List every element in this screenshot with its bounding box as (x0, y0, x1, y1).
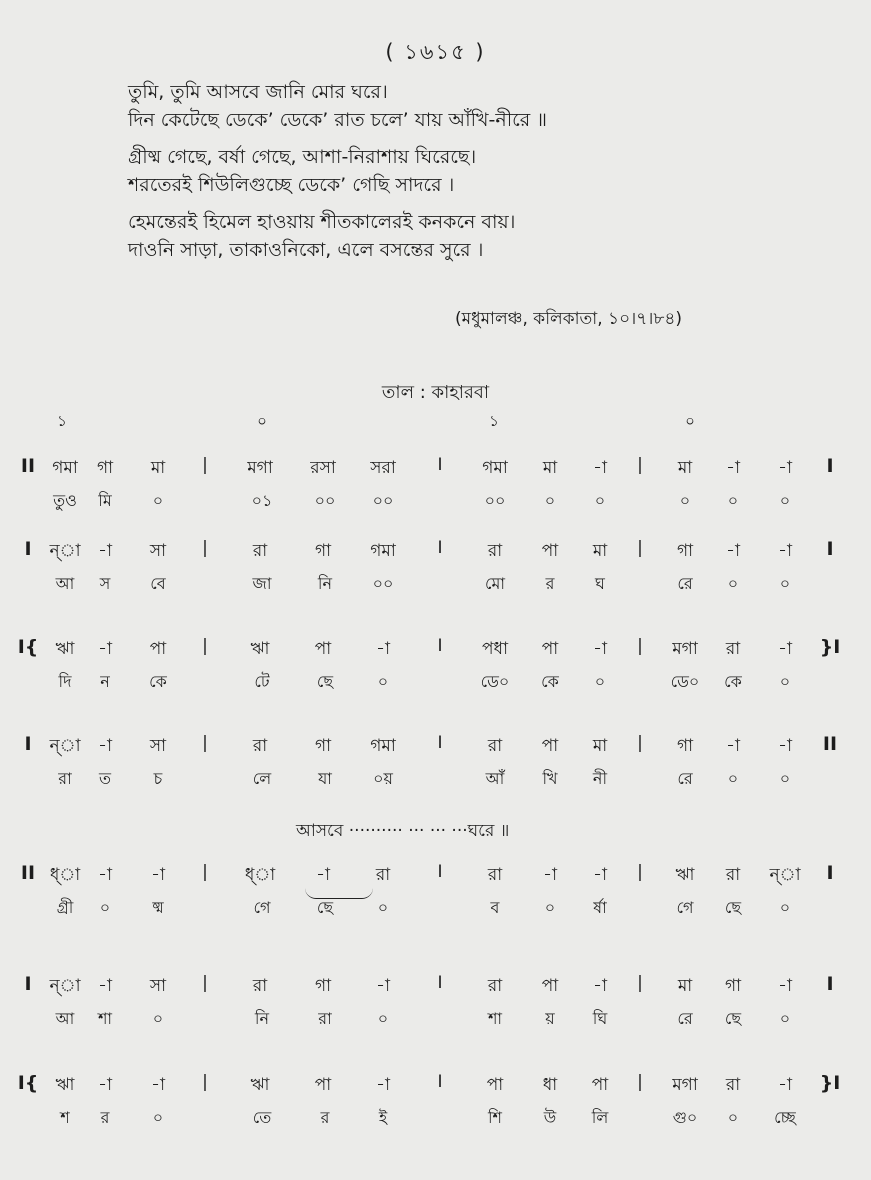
lyric-syllable: রা (318, 1009, 332, 1028)
note: -া (316, 865, 330, 885)
note: রা (487, 976, 503, 996)
lyric-syllable: ছে (724, 898, 742, 917)
end-barline: I (826, 862, 834, 884)
notation-row (0, 973, 871, 1007)
note: গা (676, 736, 694, 756)
start-barline: II (20, 455, 36, 477)
note: পা (541, 541, 559, 561)
note: ঋা (250, 639, 270, 659)
end-barline: I (826, 455, 834, 477)
beat-marker: ১ (57, 412, 67, 430)
lyric-syllable: শ (60, 1108, 70, 1127)
lyric-syllable: ০ (727, 491, 739, 510)
note: -া (376, 639, 390, 659)
lyric-syllable: ব (490, 898, 500, 917)
note: ঋা (250, 1075, 270, 1095)
lyric-syllable: ০১ (251, 491, 273, 510)
poem-line: গ্রীষ্ম গেছে, বর্ষা গেছে, আশা-নিরাশায় ঘিরেছে। (128, 146, 477, 168)
lyric-syllable: ঘি (592, 1009, 608, 1028)
barline: | (202, 862, 208, 882)
lyric-syllable: মি (98, 491, 112, 510)
start-barline: II (20, 862, 36, 884)
lyric-syllable: যা (318, 769, 332, 788)
note: -া (543, 865, 557, 885)
note: গা (314, 541, 332, 561)
barline: I (437, 973, 443, 993)
note: -া (98, 865, 112, 885)
lyric-syllable: চ্ছে (774, 1108, 796, 1127)
barline: | (202, 636, 208, 656)
barline: | (637, 455, 643, 475)
start-barline: I{ (17, 636, 39, 658)
barline: | (202, 733, 208, 753)
poem-line: দিন কেটেছে ডেকে’ ডেকে’ রাত চলে’ যায় আঁখি-নীরে ॥ (128, 109, 548, 131)
lyric-row (0, 488, 871, 522)
note: রা (375, 865, 391, 885)
lyric-syllable: র (100, 1108, 110, 1127)
lyric-syllable: ০ (377, 1009, 389, 1028)
lyric-syllable: আঁ (485, 769, 505, 788)
lyric-syllable: ই (378, 1108, 388, 1127)
lyric-syllable: ছে (316, 672, 334, 691)
notation-row (0, 1072, 871, 1106)
lyric-syllable: গু০ (672, 1108, 698, 1127)
lyric-syllable: ডে০ (670, 672, 700, 691)
lyric-syllable: লি (591, 1108, 609, 1127)
lyric-syllable: উ (543, 1108, 557, 1127)
note: ধা (542, 1075, 558, 1095)
lyric-row (0, 895, 871, 929)
note: মা (150, 458, 166, 478)
note: মগা (247, 458, 273, 478)
end-barline: I (826, 538, 834, 560)
lyric-syllable: ০ (779, 491, 791, 510)
lyric-row (0, 571, 871, 605)
lyric-syllable: ০ (779, 574, 791, 593)
lyric-syllable: র (545, 574, 555, 593)
note: ন্া (49, 736, 81, 756)
lyric-syllable: আ (55, 1009, 75, 1028)
note: রা (252, 541, 268, 561)
tala-heading: তাল : কাহারবা (381, 382, 490, 403)
lyric-row (0, 1105, 871, 1139)
note: -া (593, 458, 607, 478)
lyric-syllable: ০য় (373, 769, 393, 788)
notation-row (0, 733, 871, 767)
note: সরা (370, 458, 396, 478)
note: পধা (482, 639, 508, 659)
lyric-syllable: ০ (544, 898, 556, 917)
note: -া (376, 976, 390, 996)
note: ন্া (49, 541, 81, 561)
lyric-syllable: নি (317, 574, 333, 593)
lyric-syllable: ০ (594, 672, 606, 691)
refrain-line: আসবে ·········· ··· ··· ···ঘরে ॥ (296, 821, 510, 841)
note: ঋা (55, 1075, 75, 1095)
poem-line: হেমন্তেরই হিমেল হাওয়ায় শীতকালেরই কনকনে বায়। (128, 211, 516, 233)
lyric-syllable: তে (252, 1108, 272, 1127)
lyric-syllable: ০ (779, 1009, 791, 1028)
lyric-row (0, 1006, 871, 1040)
lyric-syllable: ০ (727, 574, 739, 593)
barline: I (437, 455, 443, 475)
note: পা (541, 736, 559, 756)
lyric-syllable: ডে০ (480, 672, 510, 691)
note: -া (726, 736, 740, 756)
note: -া (98, 639, 112, 659)
lyric-syllable: ০ (779, 898, 791, 917)
lyric-syllable: ০ (679, 491, 691, 510)
lyric-syllable: কে (724, 672, 742, 691)
note: মা (592, 541, 608, 561)
note: -া (98, 976, 112, 996)
notation-row (0, 455, 871, 489)
note: -া (98, 736, 112, 756)
lyric-syllable: নী (592, 769, 608, 788)
lyric-syllable: ষ্ম (152, 898, 164, 917)
note: সা (149, 976, 167, 996)
note: ধ্া (244, 865, 276, 885)
beat-markers (0, 410, 871, 440)
note: পা (541, 976, 559, 996)
start-barline: I (24, 733, 32, 755)
lyric-syllable: ০ (779, 672, 791, 691)
note: গা (96, 458, 114, 478)
note: -া (778, 976, 792, 996)
note: পা (149, 639, 167, 659)
notation-row (0, 862, 871, 896)
barline: | (202, 455, 208, 475)
note: রা (487, 736, 503, 756)
lyric-syllable: র (320, 1108, 330, 1127)
note: -া (726, 541, 740, 561)
lyric-syllable: ০ (152, 1009, 164, 1028)
note: গমা (482, 458, 508, 478)
note: রা (725, 1075, 741, 1095)
note: মগা (672, 1075, 698, 1095)
lyric-syllable: ০ (727, 769, 739, 788)
note: পা (314, 639, 332, 659)
note: সা (149, 541, 167, 561)
note: রা (725, 865, 741, 885)
barline: I (437, 862, 443, 882)
barline: | (637, 636, 643, 656)
note: -া (778, 736, 792, 756)
source-citation: (মধুমালঞ্চ, কলিকাতা, ১০।৭।৮৪) (455, 309, 683, 329)
note: পা (314, 1075, 332, 1095)
note: সা (149, 736, 167, 756)
lyric-syllable: আ (55, 574, 75, 593)
lyric-syllable: বে (150, 574, 166, 593)
note: পা (591, 1075, 609, 1095)
lyric-syllable: ন (100, 672, 110, 691)
lyric-syllable: জা (252, 574, 272, 593)
lyric-syllable: রে (677, 1009, 693, 1028)
note: -া (98, 1075, 112, 1095)
lyric-syllable: গে (676, 898, 694, 917)
note: ন্া (49, 976, 81, 996)
lyric-syllable: তুও (53, 491, 77, 510)
note: ঋা (675, 865, 695, 885)
lyric-row (0, 669, 871, 703)
lyric-syllable: লে (252, 769, 272, 788)
note: -া (376, 1075, 390, 1095)
lyric-syllable: কে (541, 672, 559, 691)
lyric-syllable: ছে (316, 898, 334, 917)
note: গমা (52, 458, 78, 478)
lyric-syllable: চ (153, 769, 163, 788)
lyric-syllable: রে (677, 769, 693, 788)
lyric-syllable: ০ (152, 1108, 164, 1127)
note: গা (314, 736, 332, 756)
barline: | (202, 1072, 208, 1092)
slur-mark (305, 888, 373, 899)
lyric-syllable: মো (484, 574, 506, 593)
lyric-syllable: ছে (724, 1009, 742, 1028)
lyric-syllable: স (99, 574, 111, 593)
lyric-syllable: রে (677, 574, 693, 593)
lyric-syllable: শা (97, 1009, 113, 1028)
note: -া (151, 1075, 165, 1095)
notation-row (0, 636, 871, 670)
note: গা (314, 976, 332, 996)
note: রা (725, 639, 741, 659)
barline: I (437, 538, 443, 558)
note: -া (778, 1075, 792, 1095)
lyric-syllable: ত (98, 769, 112, 788)
barline: | (202, 973, 208, 993)
lyric-syllable: নি (254, 1009, 270, 1028)
note: রসা (310, 458, 336, 478)
note: রা (487, 541, 503, 561)
end-barline: I (826, 973, 834, 995)
end-barline: II (822, 733, 838, 755)
lyric-syllable: ঘ (595, 574, 605, 593)
note: গা (724, 976, 742, 996)
note: পা (486, 1075, 504, 1095)
note: মগা (672, 639, 698, 659)
note: মা (677, 458, 693, 478)
note: -া (593, 976, 607, 996)
note: মা (542, 458, 558, 478)
note: গমা (370, 736, 396, 756)
lyric-syllable: গে (253, 898, 271, 917)
lyric-syllable: য় (545, 1009, 555, 1028)
barline: | (637, 538, 643, 558)
start-barline: I (24, 538, 32, 560)
lyric-syllable: ০ (779, 769, 791, 788)
note: পা (541, 639, 559, 659)
end-barline: }I (819, 636, 841, 658)
beat-marker: ০ (257, 412, 267, 430)
note: রা (487, 865, 503, 885)
page-number: ( ১৬১৫ ) (385, 40, 486, 64)
lyric-syllable: ০ (594, 491, 606, 510)
note: ঋা (55, 639, 75, 659)
lyric-syllable: শা (487, 1009, 503, 1028)
note: গা (676, 541, 694, 561)
lyric-syllable: ০ (152, 491, 164, 510)
note: গমা (370, 541, 396, 561)
note: -া (778, 639, 792, 659)
note: ন্া (769, 865, 801, 885)
lyric-syllable: ০ (377, 898, 389, 917)
beat-marker: ১ (489, 412, 499, 430)
lyric-syllable: ০ (727, 1108, 739, 1127)
barline: | (637, 1072, 643, 1092)
note: -া (593, 639, 607, 659)
note: -া (778, 541, 792, 561)
note: -া (726, 458, 740, 478)
note: -া (778, 458, 792, 478)
lyric-syllable: কে (149, 672, 167, 691)
note: মা (592, 736, 608, 756)
lyric-syllable: ০০ (314, 491, 336, 510)
beat-marker: ০ (685, 412, 695, 430)
note: রা (252, 976, 268, 996)
barline: | (637, 973, 643, 993)
note: ধ্া (49, 865, 81, 885)
note: মা (677, 976, 693, 996)
barline: I (437, 733, 443, 753)
barline: | (637, 862, 643, 882)
lyric-syllable: ০০ (484, 491, 506, 510)
lyric-syllable: খি (542, 769, 558, 788)
lyric-syllable: শি (487, 1108, 503, 1127)
end-barline: }I (819, 1072, 841, 1094)
lyric-row (0, 766, 871, 800)
lyric-syllable: ০ (544, 491, 556, 510)
poem-line: শরতেরই শিউলিগুচ্ছে ডেকে’ গেছি সাদরে । (128, 174, 455, 196)
note: -া (98, 541, 112, 561)
lyric-syllable: দি (58, 672, 72, 691)
start-barline: I (24, 973, 32, 995)
note: -া (593, 865, 607, 885)
poem (128, 78, 547, 264)
note: -া (151, 865, 165, 885)
start-barline: I{ (17, 1072, 39, 1094)
lyric-syllable: র্ষা (593, 898, 607, 917)
lyric-syllable: গ্রী (56, 898, 74, 917)
barline: I (437, 1072, 443, 1092)
lyric-syllable: ০০ (372, 574, 394, 593)
lyric-syllable: ০০ (372, 491, 394, 510)
lyric-syllable: রা (58, 769, 72, 788)
barline: | (637, 733, 643, 753)
poem-line: দাওনি সাড়া, তাকাওনিকো, এলে বসন্তের সুরে । (128, 239, 484, 261)
lyric-syllable: ০ (99, 898, 111, 917)
lyric-syllable: ০ (377, 672, 389, 691)
poem-line: তুমি, তুমি আসবে জানি মোর ঘরে। (128, 81, 388, 103)
notation-row (0, 538, 871, 572)
barline: I (437, 636, 443, 656)
note: রা (252, 736, 268, 756)
lyric-syllable: টে (254, 672, 270, 691)
barline: | (202, 538, 208, 558)
